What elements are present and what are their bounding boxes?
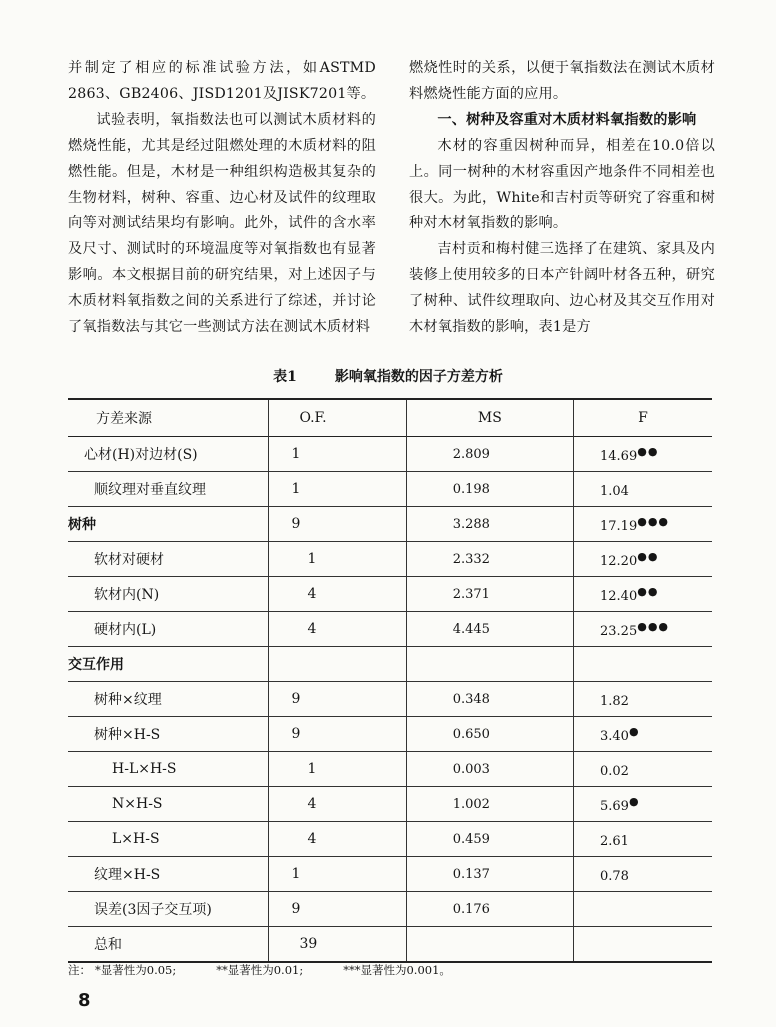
table-note	[68, 962, 712, 978]
cell-ms: 0.137	[406, 857, 573, 892]
cell-ms: 1.002	[406, 787, 573, 822]
left-column	[68, 56, 376, 341]
header-f: F	[638, 410, 648, 426]
f-value: 17.19	[600, 518, 638, 534]
anova-table	[68, 398, 712, 963]
header-source: 方差来源	[68, 399, 269, 437]
significance-marker: ●●●	[637, 514, 670, 528]
significance-marker: ●●	[637, 549, 659, 563]
table-row	[68, 507, 712, 542]
cell-df: 1	[269, 472, 406, 507]
table-row	[68, 472, 712, 507]
cell-f	[574, 472, 713, 507]
cell-source: 硬材内(L)	[68, 612, 269, 647]
table-row	[68, 437, 712, 472]
table-row	[68, 542, 712, 577]
cell-df: 9	[269, 892, 406, 927]
table-row	[68, 752, 712, 787]
right-paragraph-3: 吉村贡和梅村健三选择了在建筑、家具及内装修上使用较多的日本产针阔叶材各五种，研究了树种、试件纹理取向、边心材及其交互作用对木材氧指数的影响，表1是方	[409, 241, 715, 336]
cell-ms: 2.371	[406, 577, 573, 612]
cell-f	[574, 577, 713, 612]
cell-ms: 4.445	[406, 612, 573, 647]
cell-df: 4	[269, 822, 406, 857]
cell-f	[574, 822, 713, 857]
table-row	[68, 682, 712, 717]
cell-source: 纹理×H-S	[68, 857, 269, 892]
cell-source: 树种×纹理	[68, 682, 269, 717]
cell-f	[574, 647, 713, 682]
cell-f	[574, 437, 713, 472]
cell-source: H-L×H-S	[68, 752, 269, 787]
cell-df: 1	[269, 752, 406, 787]
cell-ms: 0.003	[406, 752, 573, 787]
table-row	[68, 927, 712, 963]
cell-df: 1	[269, 437, 406, 472]
table-row	[68, 892, 712, 927]
cell-source: 交互作用	[68, 647, 269, 682]
cell-source: 树种×H-S	[68, 717, 269, 752]
cell-f	[574, 787, 713, 822]
right-paragraph-1: 燃烧性时的关系，以便于氧指数法在测试木质材料燃烧性能方面的应用。	[409, 60, 715, 102]
table-row	[68, 577, 712, 612]
cell-ms: 2.809	[406, 437, 573, 472]
cell-df: 4	[269, 577, 406, 612]
note-prefix: 注：	[68, 963, 91, 977]
cell-f	[574, 752, 713, 787]
note-significance-0001: ***显著性为0.001。	[343, 963, 451, 977]
cell-source: 总和	[68, 927, 269, 963]
f-value: 12.20	[600, 553, 638, 569]
section-heading: 一、树种及容重对木质材料氧指数的影响	[437, 111, 697, 128]
left-paragraph-1: 并制定了相应的标准试验方法，如ASTMD 2863、GB2406、JISD1201及JISK7201等。	[68, 60, 376, 102]
cell-f	[574, 507, 713, 542]
significance-marker: ●●●	[637, 619, 670, 633]
cell-source: 软材对硬材	[68, 542, 269, 577]
table-caption-title: 影响氧指数的因子方差方析	[334, 369, 503, 385]
note-significance-001: **显著性为0.01;	[216, 963, 304, 977]
header-df: O.F.	[269, 399, 406, 437]
f-value: 5.69	[600, 798, 629, 814]
cell-ms: 0.176	[406, 892, 573, 927]
cell-df: 4	[269, 787, 406, 822]
cell-ms: 3.288	[406, 507, 573, 542]
table-header-row	[68, 399, 712, 437]
cell-f	[574, 892, 713, 927]
cell-ms: 0.650	[406, 717, 573, 752]
cell-df: 9	[269, 682, 406, 717]
f-value: 1.82	[600, 693, 629, 709]
f-value: 1.04	[600, 483, 629, 499]
cell-df: 9	[269, 717, 406, 752]
page-number: 8	[78, 990, 91, 1011]
f-value: 2.61	[600, 833, 629, 849]
cell-source: 误差(3因子交互项)	[68, 892, 269, 927]
table-caption	[0, 366, 776, 386]
cell-f	[574, 857, 713, 892]
cell-df: 1	[269, 542, 406, 577]
cell-source: 心材(H)对边材(S)	[68, 437, 269, 472]
cell-ms: 0.198	[406, 472, 573, 507]
table-caption-label: 表1	[273, 369, 297, 385]
right-column	[409, 56, 715, 341]
table-row	[68, 857, 712, 892]
cell-df	[269, 647, 406, 682]
table-row	[68, 647, 712, 682]
cell-source: 树种	[68, 507, 269, 542]
cell-df: 1	[269, 857, 406, 892]
table-row	[68, 717, 712, 752]
table-body	[68, 437, 712, 963]
cell-ms: 0.459	[406, 822, 573, 857]
significance-marker: ●	[628, 794, 640, 808]
right-paragraph-2: 木材的容重因树种而异，相差在10.0倍以上。同一树种的木材容重因产地条件不同相差也很大。为此，White和吉村贡等研究了容重和树种对木材氧指数的影响。	[409, 137, 715, 232]
significance-marker: ●	[628, 724, 640, 738]
f-value: 14.69	[600, 448, 638, 464]
f-value: 12.40	[600, 588, 638, 604]
cell-source: N×H-S	[68, 787, 269, 822]
cell-f	[574, 717, 713, 752]
cell-df: 9	[269, 507, 406, 542]
header-ms: MS	[406, 399, 573, 437]
cell-source: 软材内(N)	[68, 577, 269, 612]
left-paragraph-2: 试验表明，氧指数法也可以测试木质材料的燃烧性能，尤其是经过阻燃处理的木质材料的阻燃性能。但是，木材是一种组织构造极其复杂的生物材料，树种、容重、边心材及试件的纹理取向等对测试结果均有影响。此外，试件的含水率及尺寸、测试时的环境温度等对氧指数也有显著影响。本文根据目前的研究结果，对上述因子与木质材料氧指数之间的关系进行了综述，并讨论了氧指数法与其它一些测试方法在测试木质材料	[68, 111, 376, 336]
significance-marker: ●●	[637, 444, 659, 458]
cell-ms: 2.332	[406, 542, 573, 577]
f-value: 3.40	[600, 728, 629, 744]
table-row	[68, 787, 712, 822]
f-value: 0.78	[600, 868, 629, 884]
cell-ms: 0.348	[406, 682, 573, 717]
table-row	[68, 822, 712, 857]
note-significance-005: *显著性为0.05;	[95, 963, 177, 977]
f-value: 23.25	[600, 623, 638, 639]
f-value: 0.02	[600, 763, 629, 779]
cell-source: L×H-S	[68, 822, 269, 857]
cell-f	[574, 682, 713, 717]
cell-ms	[406, 647, 573, 682]
table-row	[68, 612, 712, 647]
cell-f	[574, 612, 713, 647]
cell-ms	[406, 927, 573, 963]
cell-df: 39	[269, 927, 406, 963]
cell-f	[574, 542, 713, 577]
cell-df: 4	[269, 612, 406, 647]
cell-f	[574, 927, 713, 963]
significance-marker: ●●	[637, 584, 659, 598]
cell-source: 顺纹理对垂直纹理	[68, 472, 269, 507]
